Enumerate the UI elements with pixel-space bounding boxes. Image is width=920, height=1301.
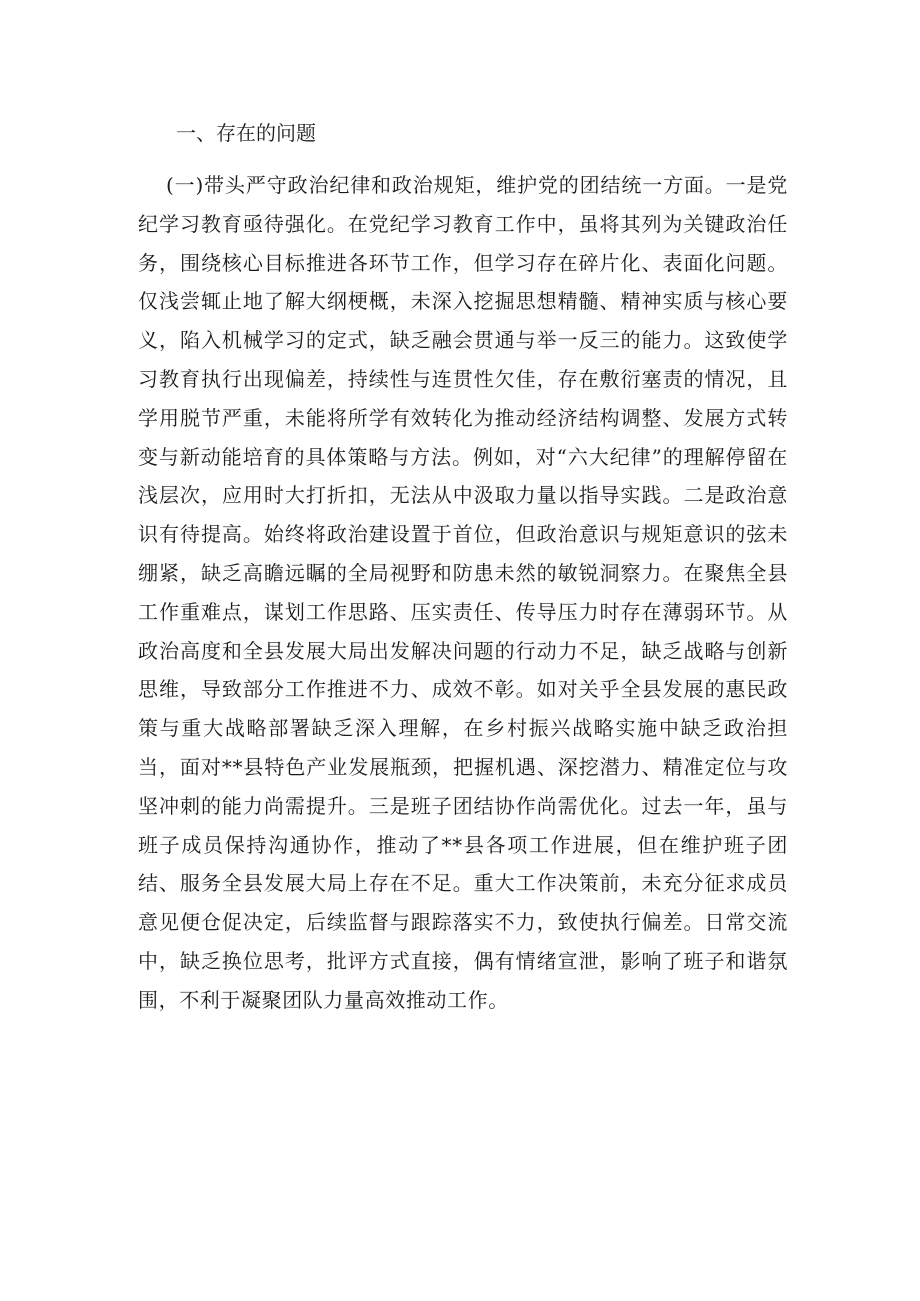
section-heading: 一、存在的问题 xyxy=(176,121,316,145)
body-paragraph: (一)带头严守政治纪律和政治规矩，维护党的团结统一方面。一是党纪学习教育亟待强化。在党纪学习教育工作中，虽将其列为关键政治任务，围绕核心目标推进各环节工作，但学习存在碎片化、表面化问题。仅浅尝辄止地了解大纲梗概，未深入挖掘思想精髓、精神实质与核心要义，陷入机械学习的定式，缺乏融会贯通与举一反三的能力。这致使学习教育执行出现偏差，持续性与连贯性欠佳，存在敷衍塞责的情况，且学用脱节严重，未能将所学有效转化为推动经济结构调整、发展方式转变与新动能培育的具体策略与方法。例如，对“六大纪律”的理解停留在浅层次，应用时大打折扣，无法从中汲取力量以指导实践。二是政治意识有待提高。始终将政治建设置于首位，但政治意识与规矩意识的弦未绷紧，缺乏高瞻远瞩的全局视野和防患未然的敏锐洞察力。在聚焦全县工作重难点，谋划工作思路、压实责任、传导压力时存在薄弱环节。从政治高度和全县发展大局出发解决问题的行动力不足，缺乏战略与创新思维，导致部分工作推进不力、成效不彰。如对关乎全县发展的惠民政策与重大战略部署缺乏深入理解，在乡村振兴战略实施中缺乏政治担当，面对**县特色产业发展瓶颈，把握机遇、深挖潜力、精准定位与攻坚冲刺的能力尚需提升。三是班子团结协作尚需优化。过去一年，虽与班子成员保持沟通协作，推动了**县各项工作进展，但在维护班子团结、服务全县发展大局上存在不足。重大工作决策前，未充分征求成员意见便仓促决定，后续监督与跟踪落实不力，致使执行偏差。日常交流中，缺乏换位思考，批评方式直接，偶有情绪宣泄，影响了班子和谐氛围，不利于凝聚团队力量高效推动工作。 xyxy=(138,173,788,1012)
document-body xyxy=(138,114,788,1020)
